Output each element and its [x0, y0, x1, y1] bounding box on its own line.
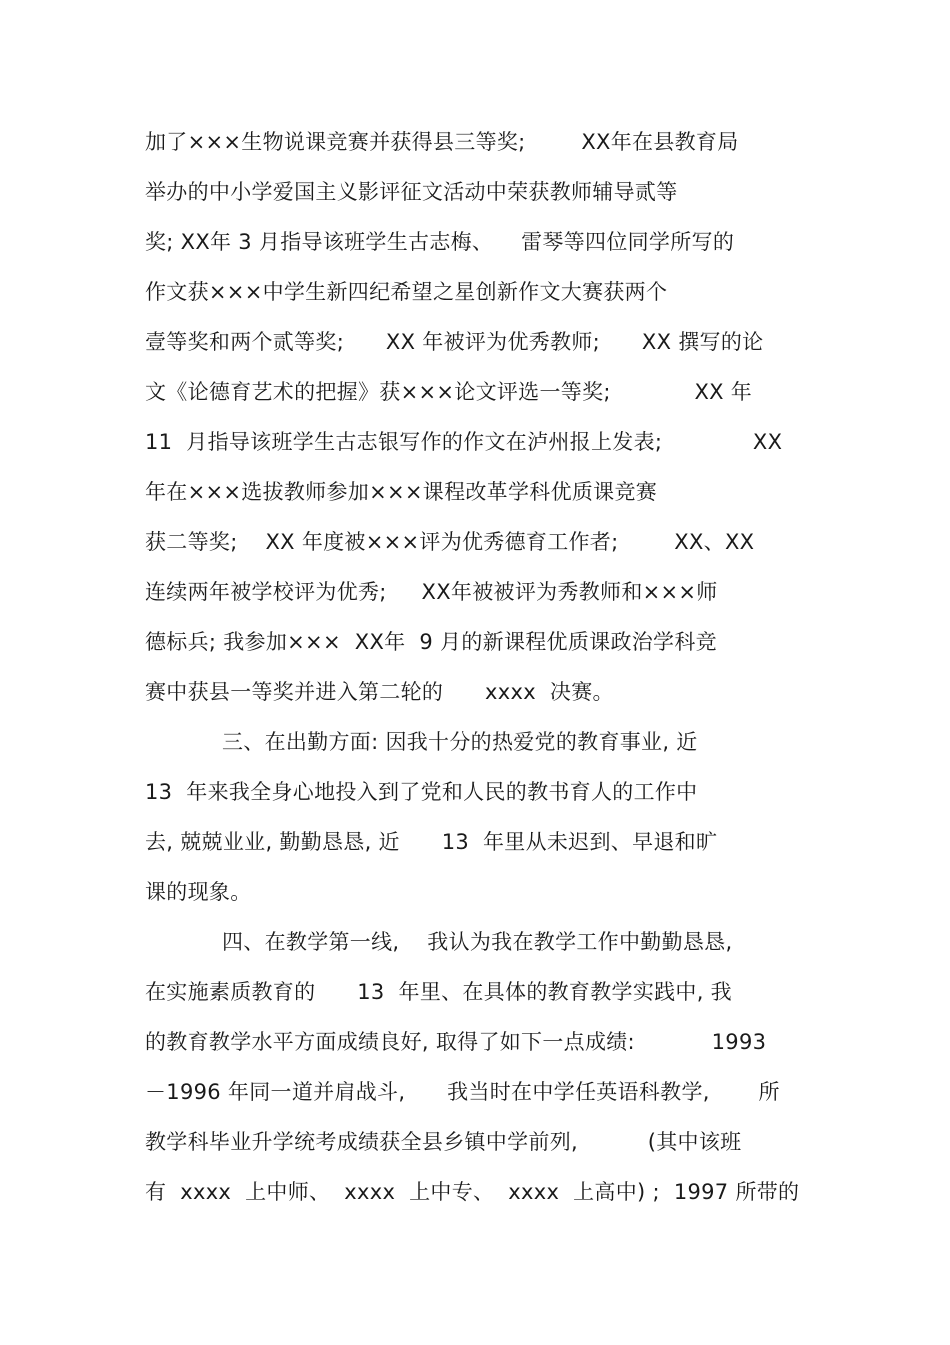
body-text-line: 教学科毕业升学统考成绩获全县乡镇中学前列, (其中该班 — [145, 1130, 742, 1154]
body-text-line: 课的现象。 — [145, 880, 252, 904]
body-text-line: 德标兵; 我参加××× XX年 9 月的新课程优质课政治学科竞 — [145, 630, 717, 654]
paragraph-start-line: 四、在教学第一线, 我认为我在教学工作中勤勤恳恳, — [222, 930, 733, 954]
body-text-line: 加了×××生物说课竞赛并获得县三等奖; XX年在县教育局 — [145, 130, 739, 154]
body-text-line: 的教育教学水平方面成绩良好, 取得了如下一点成绩: 1993 — [145, 1030, 767, 1054]
body-text-line: 13 年来我全身心地投入到了党和人民的教书育人的工作中 — [145, 780, 698, 804]
body-text-line: 奖; XX年 3 月指导该班学生古志梅、 雷琴等四位同学所写的 — [145, 230, 735, 254]
body-text-line: －1996 年同一道并肩战斗, 我当时在中学任英语科教学, 所 — [145, 1080, 780, 1104]
body-text-line: 连续两年被学校评为优秀; XX年被被评为秀教师和×××师 — [145, 580, 718, 604]
body-text-line: 去, 兢兢业业, 勤勤恳恳, 近 13 年里从未迟到、早退和旷 — [145, 830, 718, 854]
body-text-line: 壹等奖和两个贰等奖; XX 年被评为优秀教师; XX 撰写的论 — [145, 330, 764, 354]
body-text-line: 11 月指导该班学生古志银写作的作文在泸州报上发表; XX — [145, 430, 783, 454]
body-text-line: 获二等奖; XX 年度被×××评为优秀德育工作者; XX、XX — [145, 530, 755, 554]
body-text-line: 在实施素质教育的 13 年里、在具体的教育教学实践中, 我 — [145, 980, 732, 1004]
body-text-line: 文《论德育艺术的把握》获×××论文评选一等奖; XX 年 — [145, 380, 753, 404]
paragraph-start-line: 三、在出勤方面: 因我十分的热爱党的教育事业, 近 — [222, 730, 698, 754]
body-text-line: 赛中获县一等奖并进入第二轮的 xxxx 决赛。 — [145, 680, 614, 704]
body-text-line: 年在×××选拔教师参加×××课程改革学科优质课竞赛 — [145, 480, 658, 504]
body-text-line: 作文获×××中学生新四纪希望之星创新作文大赛获两个 — [145, 280, 668, 304]
body-text-line: 举办的中小学爱国主义影评征文活动中荣获教师辅导贰等 — [145, 180, 678, 204]
body-text-line: 有 xxxx 上中师、 xxxx 上中专、 xxxx 上高中) ; 1997 所带的 — [145, 1180, 800, 1204]
